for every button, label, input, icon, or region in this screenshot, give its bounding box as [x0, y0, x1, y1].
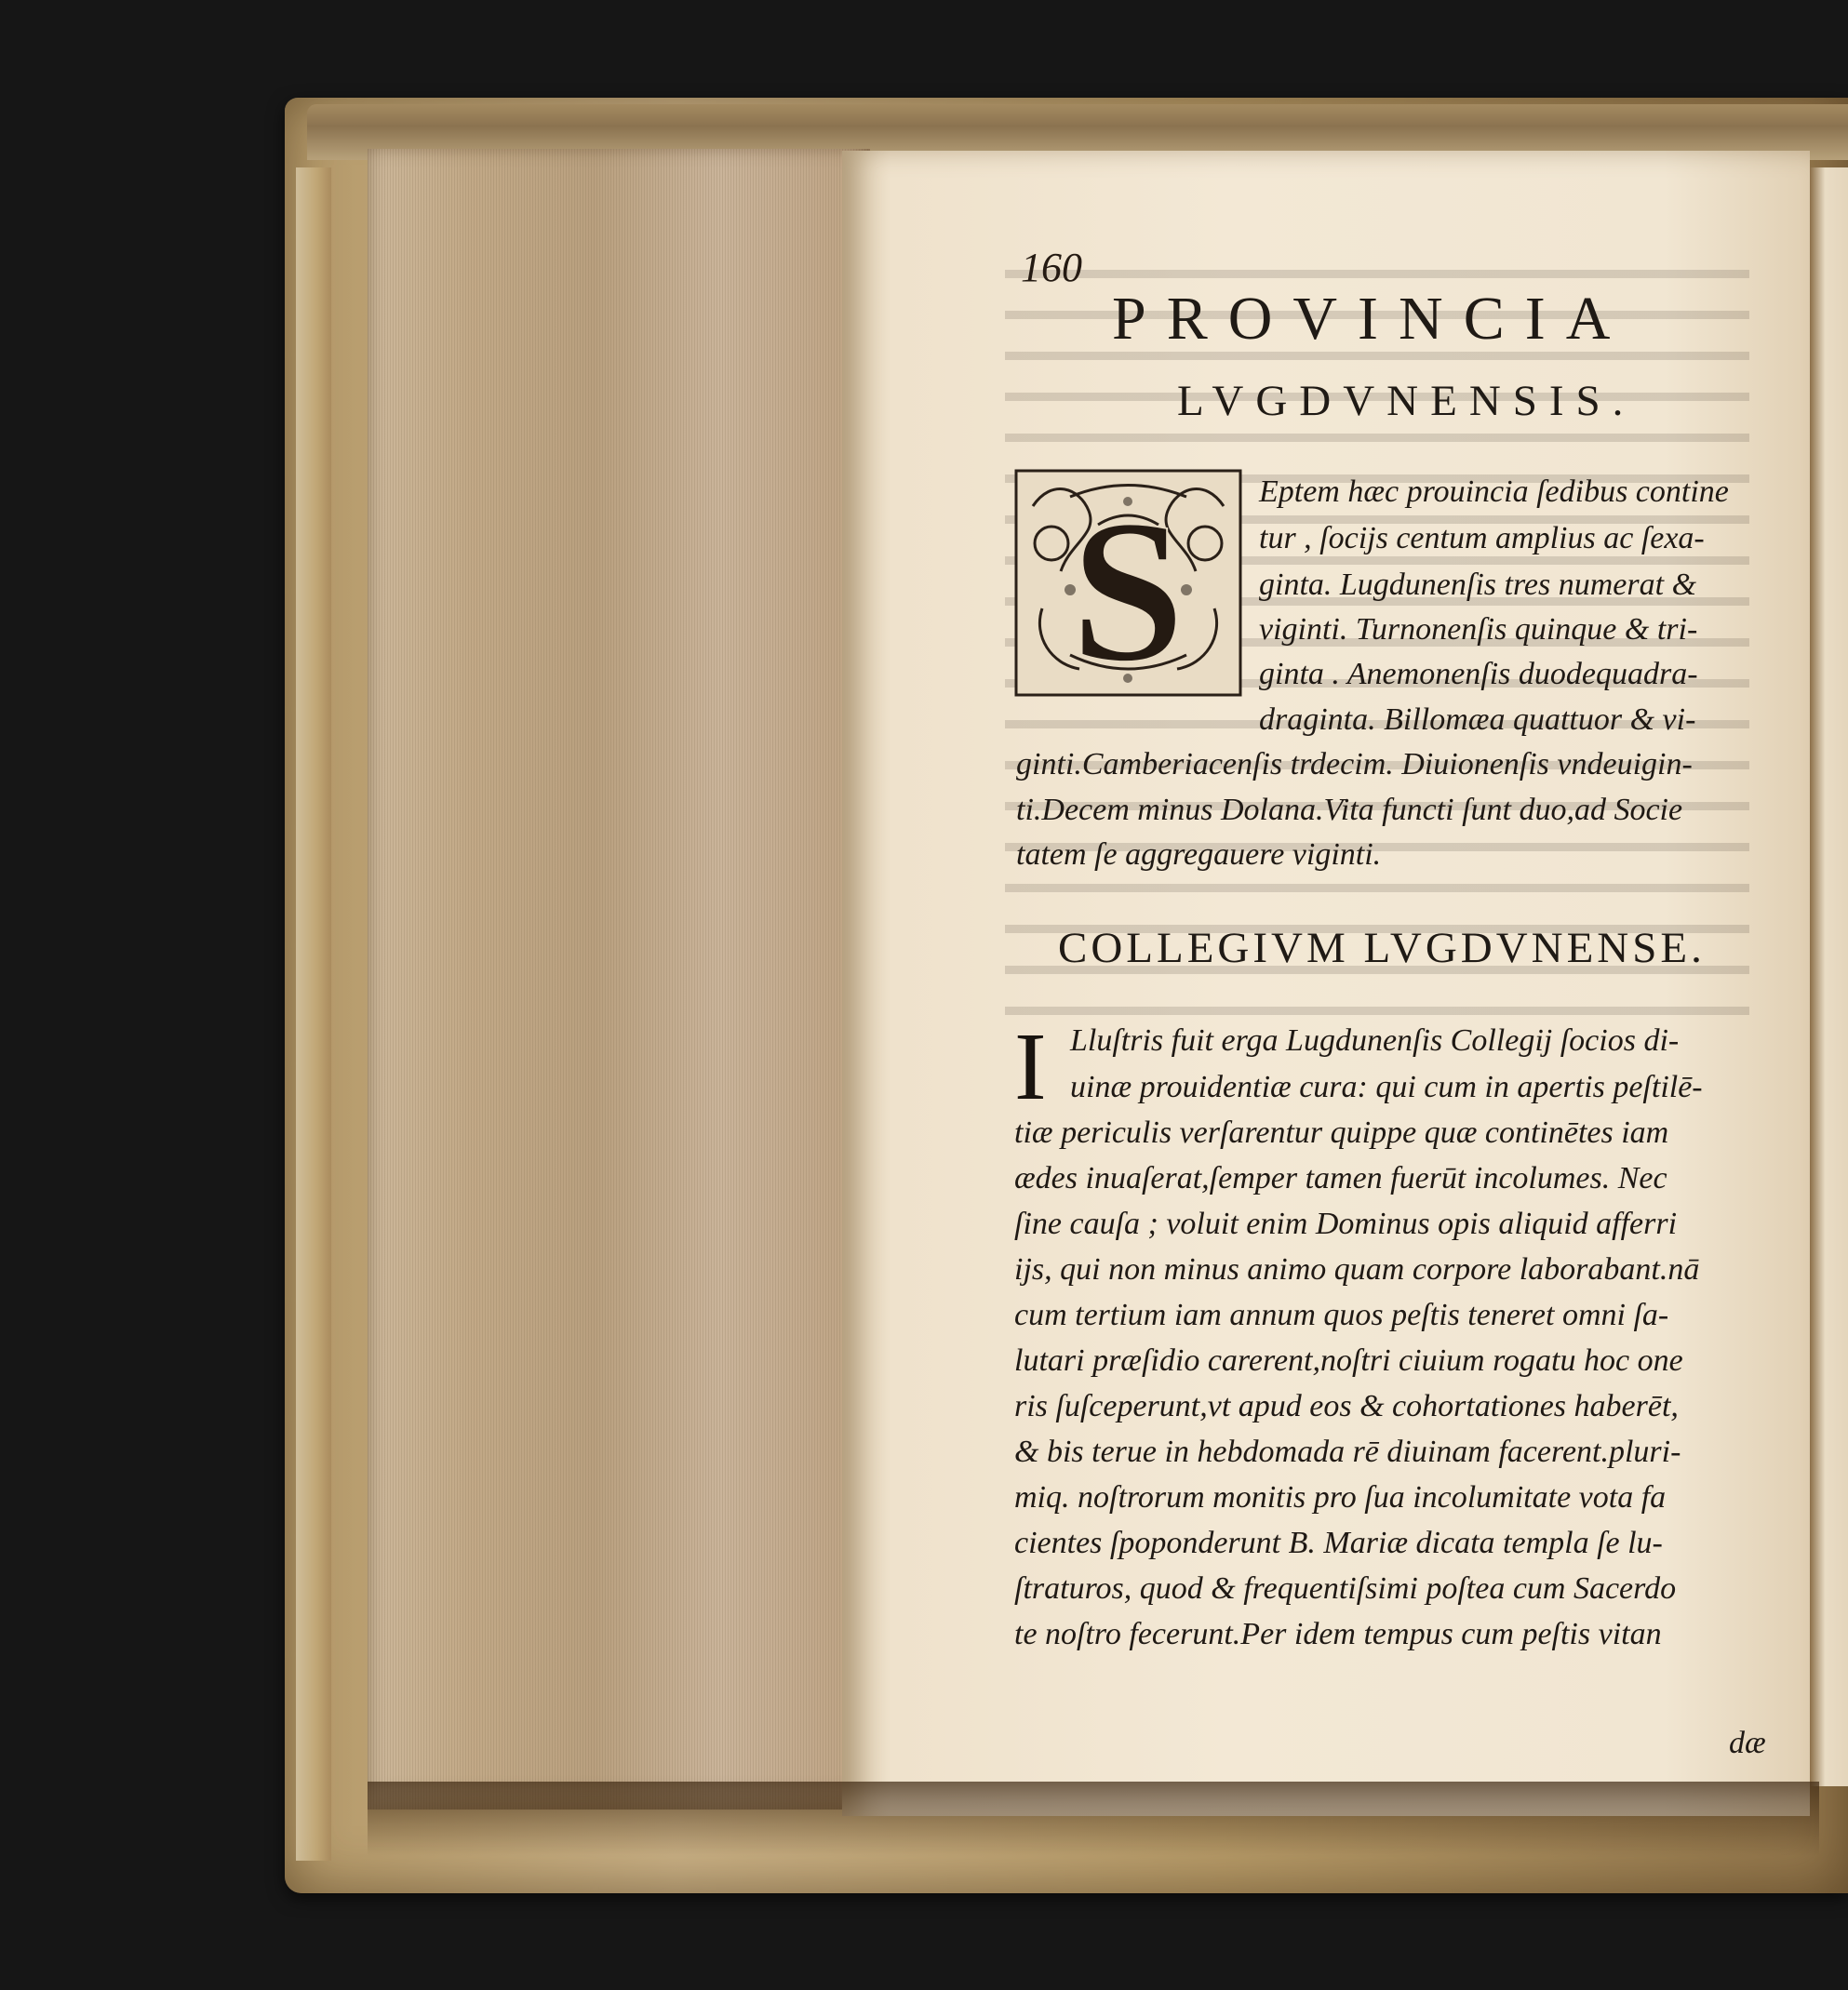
- paragraph1-line: ginta . Anemonenſis duodequadra-: [1259, 657, 1698, 691]
- paragraph2-line: ædes inuaſerat,ſemper tamen fuerūt incolumes. Nec: [1014, 1161, 1667, 1195]
- paragraph1-line: tatem ſe aggregauere viginti.: [1016, 837, 1382, 872]
- paragraph1-line: viginti. Turnonenſis quinque & tri-: [1259, 612, 1698, 647]
- paragraph2-line: cientes ſpoponderunt B. Mariæ dicata templa ſe lu-: [1014, 1526, 1663, 1560]
- paragraph2-line: miq. noſtrorum monitis pro ſua incolumitate vota fa: [1014, 1480, 1667, 1515]
- paragraph2-line: ſtraturos, quod & frequentiſsimi poſtea cum Sacerdo: [1014, 1571, 1677, 1606]
- cover-worn-edge: [296, 167, 331, 1861]
- paragraph2-line: te noſtro fecerunt.Per idem tempus cum peſtis vitan: [1014, 1617, 1662, 1651]
- paragraph1-line: ti.Decem minus Dolana.Vita functi ſunt duo,ad Socie: [1016, 793, 1683, 827]
- paragraph1-line: ginti.Camberiacenſis trdecim. Diuionenſis vndeuigin-: [1016, 747, 1693, 781]
- paragraph1-line: tur , ſocijs centum amplius ac ſexa-: [1259, 521, 1705, 555]
- bottom-shadow: [368, 1782, 1819, 1856]
- drop-cap-letter: S: [1070, 477, 1185, 697]
- paragraph2-line: Lluſtris fuit erga Lugdunenſis Collegij ſocios di-: [1070, 1023, 1680, 1058]
- paragraph2-line: cum tertium iam annum quos peſtis teneret omni ſa-: [1014, 1298, 1669, 1332]
- paragraph2-line: tiæ periculis verſarentur quippe quæ continētes iam: [1014, 1115, 1669, 1150]
- decorated-initial-s: [1014, 469, 1242, 697]
- catchword: dæ: [1729, 1726, 1766, 1760]
- paragraph2-line: ris ſuſceperunt,vt apud eos & cohortationes haberēt,: [1014, 1389, 1679, 1423]
- paragraph2-line: lutari præſidio carerent,noſtri ciuium rogatu hoc one: [1014, 1343, 1683, 1378]
- page-title-line1: PROVINCIA: [1112, 285, 1631, 353]
- paragraph1-line: Eptem hæc prouincia ſedibus contine: [1259, 474, 1729, 509]
- page-block-edges: [368, 149, 870, 1810]
- page-title-line2: LVGDVNENSIS.: [1177, 377, 1636, 425]
- paragraph1-line: ginta. Lugdunenſis tres numerat &: [1259, 568, 1697, 602]
- paragraph2-line: uinæ prouidentiæ cura: qui cum in apertis peſtilē-: [1070, 1070, 1703, 1104]
- section-heading: COLLEGIVM LVGDVNENSE.: [1058, 924, 1706, 972]
- paragraph2-line: ijs, qui non minus animo quam corpore laborabant.nā: [1014, 1252, 1700, 1287]
- paragraph2-line: & bis terue in hebdomada rē diuinam facerent.pluri-: [1014, 1435, 1681, 1469]
- paragraph1-line: draginta. Billomæa quattuor & vi-: [1259, 702, 1696, 737]
- initial-letter-i: I: [1014, 1013, 1047, 1120]
- paragraph2-line: ſine cauſa ; voluit enim Dominus opis aliquid afferri: [1014, 1207, 1678, 1241]
- page-number: 160: [1021, 245, 1082, 290]
- facing-page-edge: [1810, 167, 1848, 1786]
